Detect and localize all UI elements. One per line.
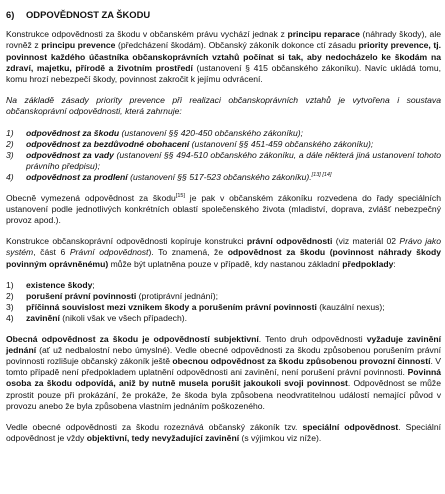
list-item — [6, 128, 441, 139]
list-term: porušení právní povinnosti — [26, 291, 137, 302]
list-item — [6, 280, 441, 291]
list-marker: 1) — [6, 279, 14, 290]
ref-law-as-system: Právo jako systém — [6, 236, 441, 258]
text: . Speciální odpovědnost je vždy — [6, 422, 441, 444]
list-marker: 4) — [6, 172, 14, 183]
list-marker: 2) — [6, 138, 14, 149]
text: : — [393, 258, 396, 269]
text: Vedle obecné odpovědnosti za škodu rozeznává občanský zákoník tzv. — [6, 422, 303, 433]
text: . V tomto případě není předpokladem uplatnění odpovědnosti ani zavinění, není porušení právní povinnosti. — [6, 356, 441, 378]
text: . Tento druh odpovědnosti — [258, 333, 367, 344]
term-reparation: principu reparace — [287, 29, 360, 40]
text: , část 6 — [33, 247, 70, 258]
list-item — [6, 302, 441, 313]
text: může být uplatněna pouze v případě, kdy nastanou základní — [108, 258, 343, 269]
list-term: odpovědnost za škodu — [26, 127, 120, 138]
text: (ať už nedbalostní nebo úmyslné). Vedle obecné odpovědnosti za škodu způsobenou porušením právní povinnosti rozlišuje občanský zákoník ještě — [6, 344, 441, 367]
term-fault: vyžaduje zavinění jednání — [6, 333, 441, 355]
text: Konstrukce odpovědnosti za škodu v občanském právu vychází jednak z — [6, 29, 288, 40]
list-term: existence škody — [26, 279, 93, 290]
text: ). To znamená, že — [148, 247, 228, 258]
paragraph-subjective-liability — [6, 334, 441, 412]
term-no-breach: Povinná osoba za škodu odpovídá, aniž by nutně musela porušit jakoukoli svoji povinnost — [6, 367, 441, 389]
list-text: (protiprávní jednání); — [136, 291, 218, 302]
term-prerequisites: předpoklady — [342, 258, 394, 269]
paragraph-special-liability — [6, 422, 441, 444]
paragraph-general-liability — [6, 193, 441, 227]
term-subjective: Obecná odpovědnost za škodu je odpovědností subjektivní — [6, 333, 259, 344]
list-term: odpovědnost za prodlení — [26, 172, 128, 183]
footnote-ref[interactable]: [13] [14] — [311, 172, 332, 179]
list-text: ; — [92, 279, 95, 290]
section-number: 6) — [6, 9, 15, 20]
text: (předcházení škodám). Občanský zákoník dokonce ctí zásadu — [115, 40, 359, 51]
text: (viz materiál 02 — [332, 236, 400, 247]
list-term: zavinění — [26, 313, 60, 324]
footnote-ref[interactable]: [15] — [175, 192, 185, 199]
text: (náhrady škody), ale rovněž z — [6, 29, 442, 51]
section-heading — [6, 9, 441, 20]
list-marker: 3) — [6, 302, 14, 313]
prerequisites-list — [6, 280, 441, 325]
term-damage-liability: odpovědnost za škodu (povinnost náhrady škody povinným oprávněnému) — [6, 247, 441, 269]
ref-legal-liability: Právní odpovědnost — [69, 247, 149, 258]
list-text: (ustanovení §§ 494-510 občanského zákoníku, a dále některá jiná ustanovení tohoto právního předpisu); — [26, 150, 442, 172]
term-special: speciální odpovědnost — [302, 422, 399, 433]
list-item — [6, 139, 441, 150]
paragraph-system-intro: Na základě zásady priority prevence při realizaci občanskoprávních vztahů je vytvořena i soustava občanskoprávní odpovědnosti, která zahrnuje: — [6, 95, 441, 117]
text: je pak v občanském zákoníku rozvedena do řady speciálních ustanovení podle jednotlivých konkrétních oblastí společenského života (mladiství, doprava, zvlášť nebezpečný provoz apod.). — [6, 192, 441, 226]
paragraph-construction — [6, 236, 441, 270]
term-prevention: principu prevence — [41, 40, 116, 51]
liability-types-list — [6, 128, 441, 184]
term-legal-liability: právní odpovědnosti — [246, 236, 333, 247]
list-term: odpovědnost za vady — [26, 150, 114, 161]
text: . Odpovědnost se může zprostit pouze při prokázání, že prokáže, že škoda byla způsobena neodvratitelnou událostí nemající původ v provozu anebo že byla způsobena vlastním jednáním poškozeného. — [6, 378, 441, 411]
text: (ustanovení § 415 občanského zákoníku). Navíc ukládá tomu, komu hrozí nebezpečí škody, povinnost zakročit k jejímu odvrácení. — [6, 62, 441, 85]
text: (s výjimkou viz níže). — [239, 433, 322, 444]
list-item — [6, 291, 441, 302]
list-term: odpovědnost za bezdůvodné obohacení — [26, 138, 190, 149]
list-marker: 4) — [6, 313, 14, 324]
paragraph-principles — [6, 29, 441, 85]
list-marker: 2) — [6, 291, 14, 302]
list-item — [6, 172, 441, 183]
term-operational: obecnou odpovědnost za škodu způsobenou provozní činností — [172, 356, 431, 367]
text: Konstrukce občanskoprávní odpovědnosti kopíruje konstrukci — [6, 236, 247, 247]
list-marker: 1) — [6, 127, 14, 138]
section-title: ODPOVĚDNOST ZA ŠKODU — [26, 9, 151, 20]
list-text: (kauzální nexus); — [316, 302, 385, 313]
list-term: příčinná souvislost mezi vznikem škody a porušením právní povinnosti — [26, 302, 317, 313]
list-text: (ustanovení §§ 517-523 občanského zákoníku). — [127, 172, 312, 183]
list-text: (ustanovení §§ 420-450 občanského zákoníku); — [119, 127, 304, 138]
list-marker: 3) — [6, 150, 14, 161]
list-text: (ustanovení §§ 451-459 občanského zákoníku); — [189, 138, 374, 149]
term-objective: objektivní, tedy nevyžadující zavinění — [86, 433, 240, 444]
list-item — [6, 313, 441, 324]
term-priority-prevention: priority prevence, tj. povinnost každého účastníka občanskoprávních vztahů počínat si tak, aby nedocházelo ke škodám na zdraví, majetku, přírodě a životním prostředí — [6, 40, 441, 73]
text: Obecně vymezená odpovědnost za škodu — [6, 192, 176, 203]
list-item — [6, 150, 441, 172]
list-text: (nikoli však ve všech případech). — [59, 313, 187, 324]
